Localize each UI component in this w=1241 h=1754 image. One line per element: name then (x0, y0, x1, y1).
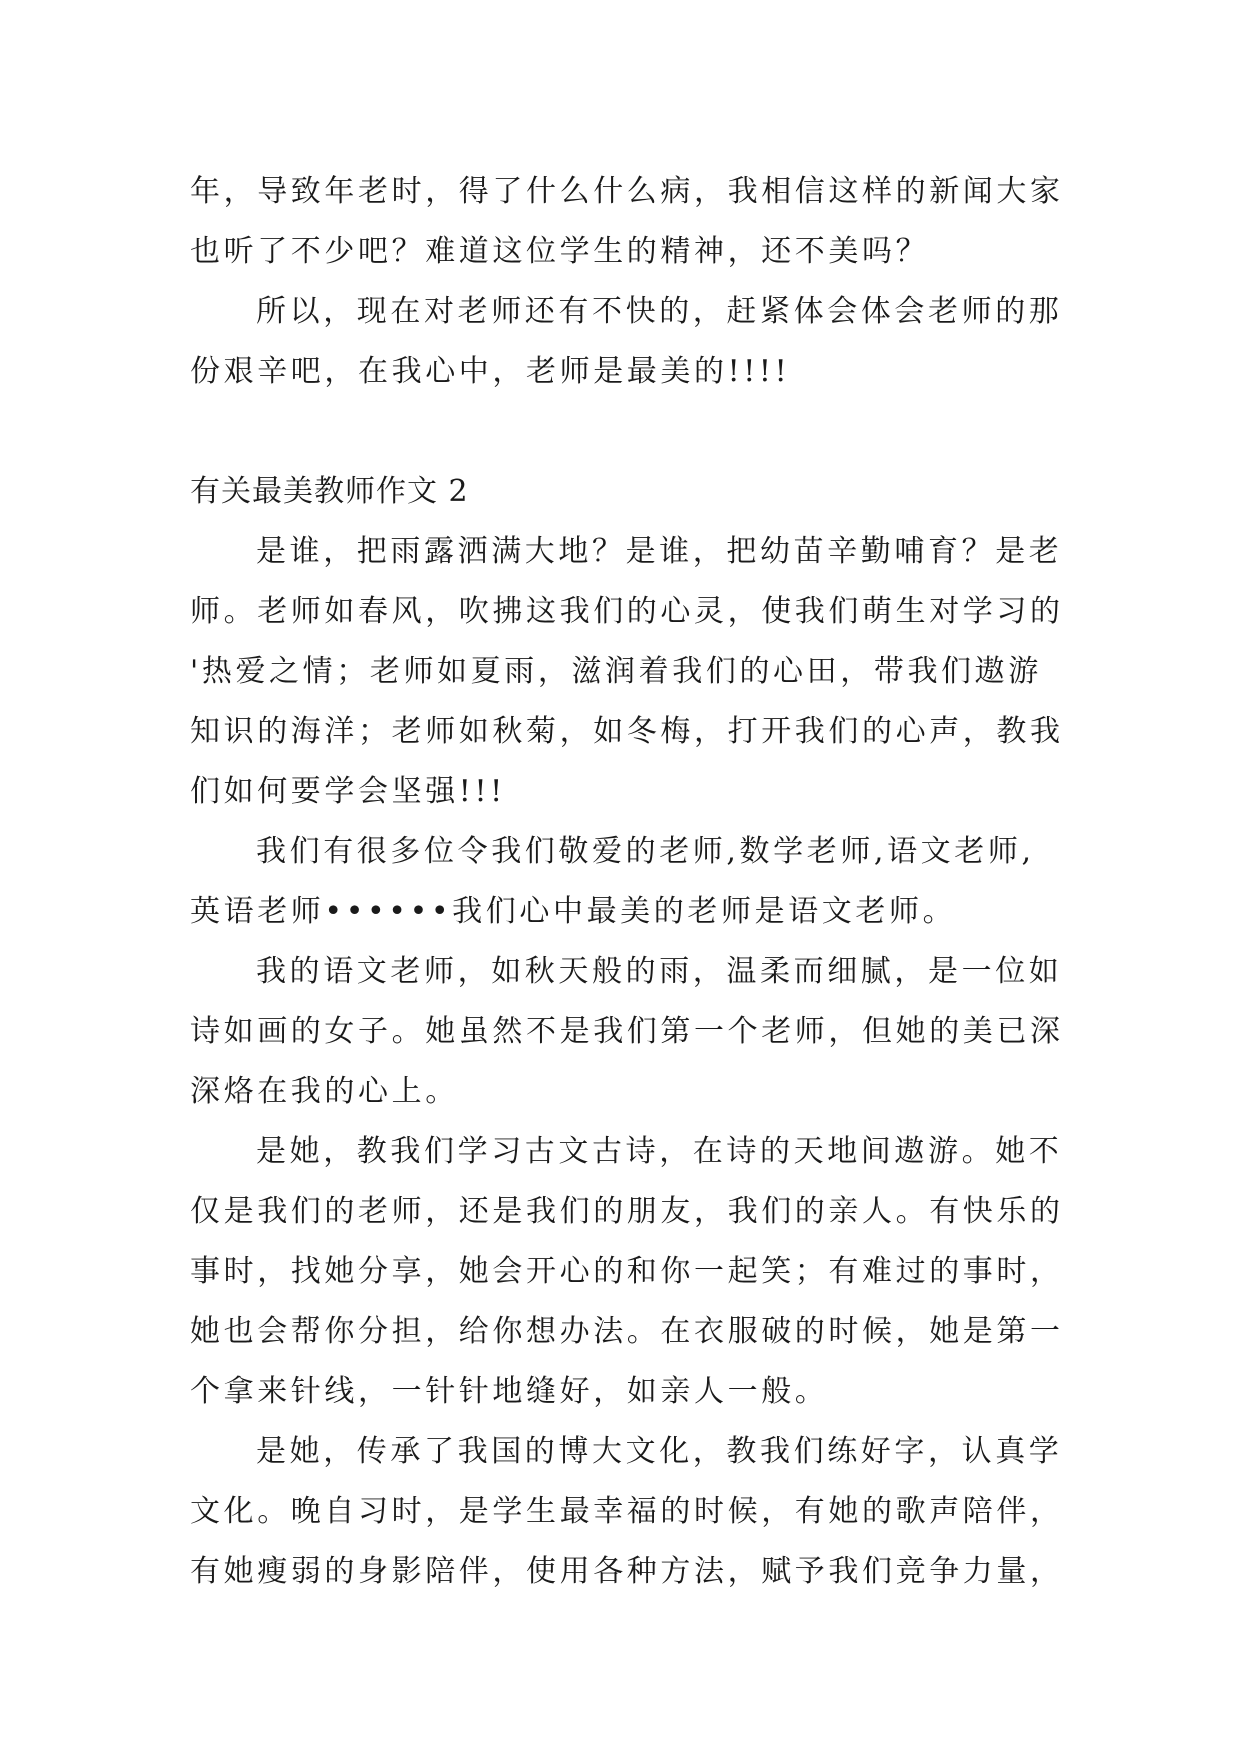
text-line: 深烙在我的心上。 (190, 1074, 459, 1109)
paragraph-3 (190, 522, 1064, 822)
section-heading: 有关最美教师作文 2 (190, 474, 469, 509)
text-line: 诗如画的女子。她虽然不是我们第一个老师，但她的美已深 (190, 1014, 1064, 1049)
text-line: 我的语文老师，如秋天般的雨，温柔而细腻，是一位如 (256, 954, 1063, 989)
text-line: 个拿来针线，一针针地缝好，如亲人一般。 (190, 1374, 829, 1409)
text-line: 年，导致年老时，得了什么什么病，我相信这样的新闻大家 (190, 174, 1064, 209)
paragraph-5 (190, 942, 1064, 1122)
text-line: 她也会帮你分担，给你想办法。在衣服破的时候，她是第一 (190, 1314, 1064, 1349)
text-line: 英语老师••••••我们心中最美的老师是语文老师。 (190, 894, 957, 929)
text-line: 师。老师如春风，吹拂这我们的心灵，使我们萌生对学习的 (190, 594, 1064, 629)
section-spacer (190, 402, 1060, 462)
text-line: 仅是我们的老师，还是我们的朋友，我们的亲人。有快乐的 (190, 1194, 1064, 1229)
paragraph-1 (190, 162, 1064, 282)
document-page (190, 162, 1064, 1602)
paragraph-4 (190, 822, 1060, 942)
text-line: 是她，教我们学习古文古诗，在诗的天地间遨游。她不 (256, 1134, 1063, 1169)
text-line: 是谁，把雨露洒满大地？是谁，把幼苗辛勤哺育？是老 (256, 534, 1063, 569)
text-line: 也听了不少吧？难道这位学生的精神，还不美吗？ (190, 234, 930, 269)
text-line: 事时，找她分享，她会开心的和你一起笑；有难过的事时， (190, 1254, 1064, 1289)
text-line: '热爱之情；老师如夏雨，滋润着我们的心田，带我们遨游 (190, 654, 1042, 689)
paragraph-6 (190, 1122, 1064, 1422)
text-line: 文化。晚自习时，是学生最幸福的时候，有她的歌声陪伴， (190, 1494, 1064, 1529)
text-line: 们如何要学会坚强!!! (190, 774, 506, 809)
paragraph-2 (190, 282, 1063, 402)
text-line: 有她瘦弱的身影陪伴，使用各种方法，赋予我们竞争力量， (190, 1554, 1064, 1589)
text-line: 份艰辛吧，在我心中，老师是最美的!!!! (190, 354, 791, 389)
text-line: 是她，传承了我国的博大文化，教我们练好字，认真学 (256, 1434, 1063, 1469)
paragraph-7 (190, 1422, 1064, 1602)
text-line: 知识的海洋；老师如秋菊，如冬梅，打开我们的心声，教我 (190, 714, 1064, 749)
text-line: 所以，现在对老师还有不快的，赶紧体会体会老师的那 (256, 294, 1063, 329)
text-line: 我们有很多位令我们敬爱的老师,数学老师,语文老师, (256, 834, 1035, 869)
